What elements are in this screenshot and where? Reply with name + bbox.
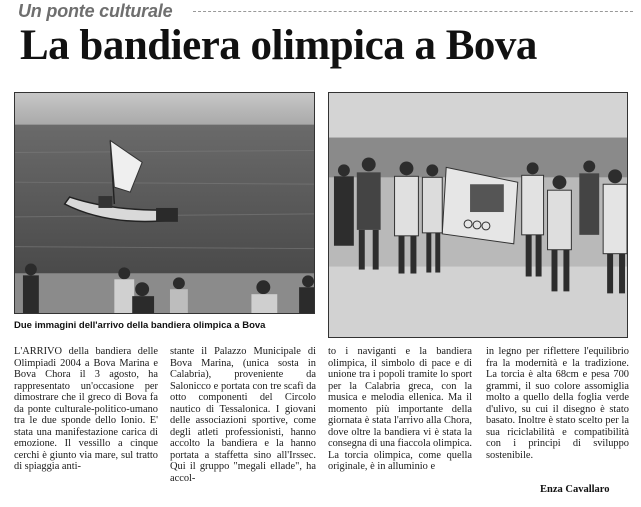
photo-caption: Due immagini dell'arrivo della bandiera olimpica a Bova (14, 320, 266, 331)
headline: La bandiera olimpica a Bova (20, 22, 537, 69)
column-text: in legno per riflettere l'equilibrio fra la modernità e la tradizione. La torcia è alta 68cm e pesa 700 grammi, il suo colore assomiglia molto a quello della foglia verde d'ulivo, su cui il disegno è stato basato. Inoltre è stato scelto per la sua riciclabilità e compatibilità con i principi di sviluppo sostenibile. (486, 346, 629, 461)
article-column-3 (328, 346, 472, 473)
article-column-1 (14, 346, 158, 473)
kicker-divider (193, 11, 633, 12)
column-text: stante il Palazzo Municipale di Bova Marina, (unica sosta in Calabria), proveniente da Salonicco e portata con tre scafi da otto componenti del Circolo nautico di Tessalonica. I giovani delle associazioni sportive, come degli atleti professionisti, hanno accolto la bandiera e la hanno portata a staffetta sino all'Irssec. Qui il gruppo "megali ellade", ha accol- (170, 346, 316, 485)
article-column-4 (486, 346, 629, 461)
section-kicker: Un ponte culturale (18, 1, 173, 21)
author-byline: Enza Cavallaro (540, 484, 610, 495)
column-text: L'ARRIVO della bandiera delle Olimpiadi 2004 a Bova Marina e Bova Chora il 3 agosto, ha rappresentato un'occasione per dimostrare che il greco di Bova fa da ponte culturale-politico-umano tra le due sponde dello Ionio. E' stata una manifestazione carica di emozione. Il vessillo a cinque cerchi è giunto via mare, sul tratto di spiaggia anti- (14, 346, 158, 473)
photo-crowd-with-banner-on-beach (328, 92, 628, 338)
column-text: to i naviganti e la bandiera olimpica, il simbolo di pace e di unione tra i popoli tramite lo sport per la Calabria greca, con la musica e melodia ellenica. Ma il momento più importante della giornata è stata l'arrivo alla Chora, dove oltre la bandiera vi è stata la consegna di una fiaccola olimpica. La torcia olimpica, come quella originale, è in alluminio e (328, 346, 472, 473)
article-column-2 (170, 346, 316, 485)
photo-boat-flag-at-sea (14, 92, 315, 314)
